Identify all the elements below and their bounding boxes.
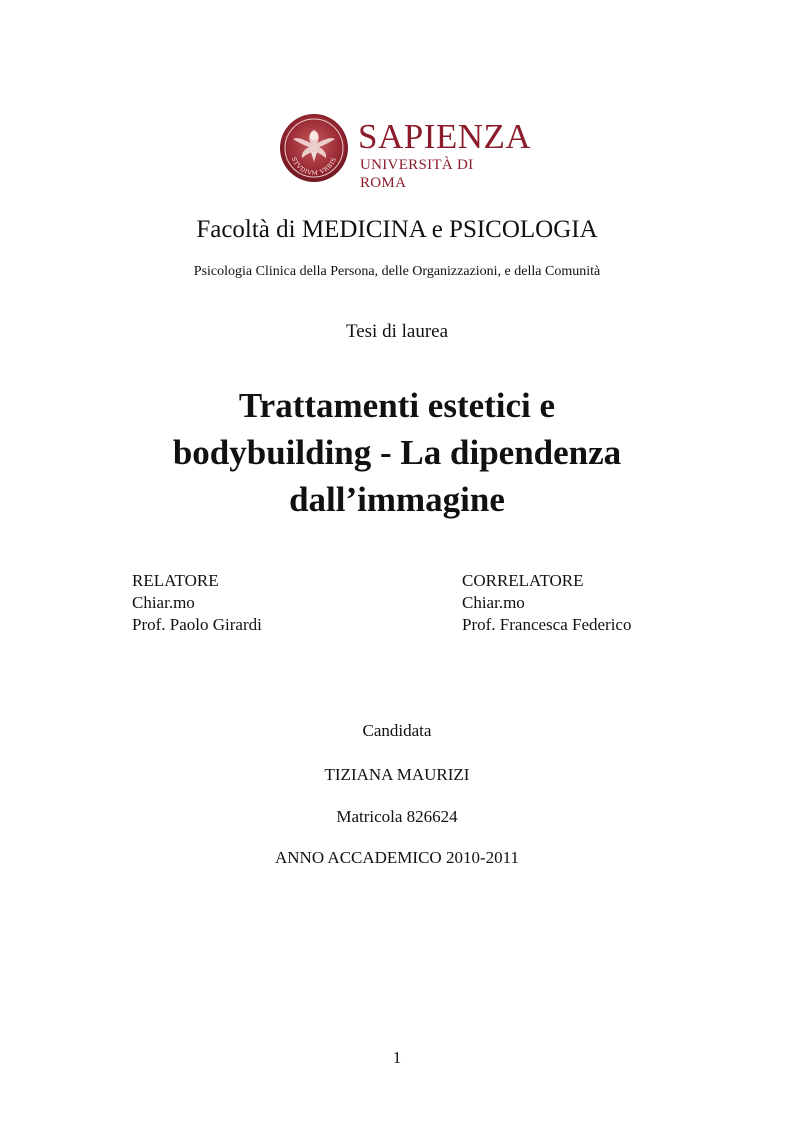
relatore-role: RELATORE xyxy=(132,571,219,590)
thesis-title-line: bodybuilding - La dipendenza xyxy=(172,433,622,472)
matricola: Matricola 826624 xyxy=(336,807,458,826)
relatore-name: Prof. Paolo Girardi xyxy=(132,615,262,634)
seal-motto: STVDIVM VRBIS xyxy=(289,156,339,178)
course-name: Psicologia Clinica della Persona, delle Organizzazioni, e della Comunità xyxy=(193,264,601,279)
relatore-block xyxy=(132,570,262,636)
thesis-type: Tesi di laurea xyxy=(345,321,449,342)
thesis-title-line: Trattamenti estetici e xyxy=(238,386,556,425)
logo-wordmark: SAPIENZA xyxy=(358,117,532,156)
candidate-name: TIZIANA MAURIZI xyxy=(324,765,470,784)
correlatore-name: Prof. Francesca Federico xyxy=(462,615,632,634)
university-logo xyxy=(278,112,532,191)
page-number: 1 xyxy=(392,1048,402,1067)
candidate-label: Candidata xyxy=(362,721,432,740)
academic-year: ANNO ACCADEMICO 2010-2011 xyxy=(275,848,519,867)
thesis-title-line: dall’immagine xyxy=(289,480,505,519)
correlatore-role: CORRELATORE xyxy=(462,571,584,590)
logo-subtitle: UNIVERSITÀ DI ROMA xyxy=(360,157,474,191)
relatore-title: Chiar.mo xyxy=(132,593,195,612)
thesis-title xyxy=(0,382,794,523)
faculty-heading: Facoltà di MEDICINA e PSICOLOGIA xyxy=(196,216,598,243)
sapienza-seal-icon xyxy=(278,112,350,184)
correlatore-title: Chiar.mo xyxy=(462,593,525,612)
correlatore-block xyxy=(462,570,631,636)
